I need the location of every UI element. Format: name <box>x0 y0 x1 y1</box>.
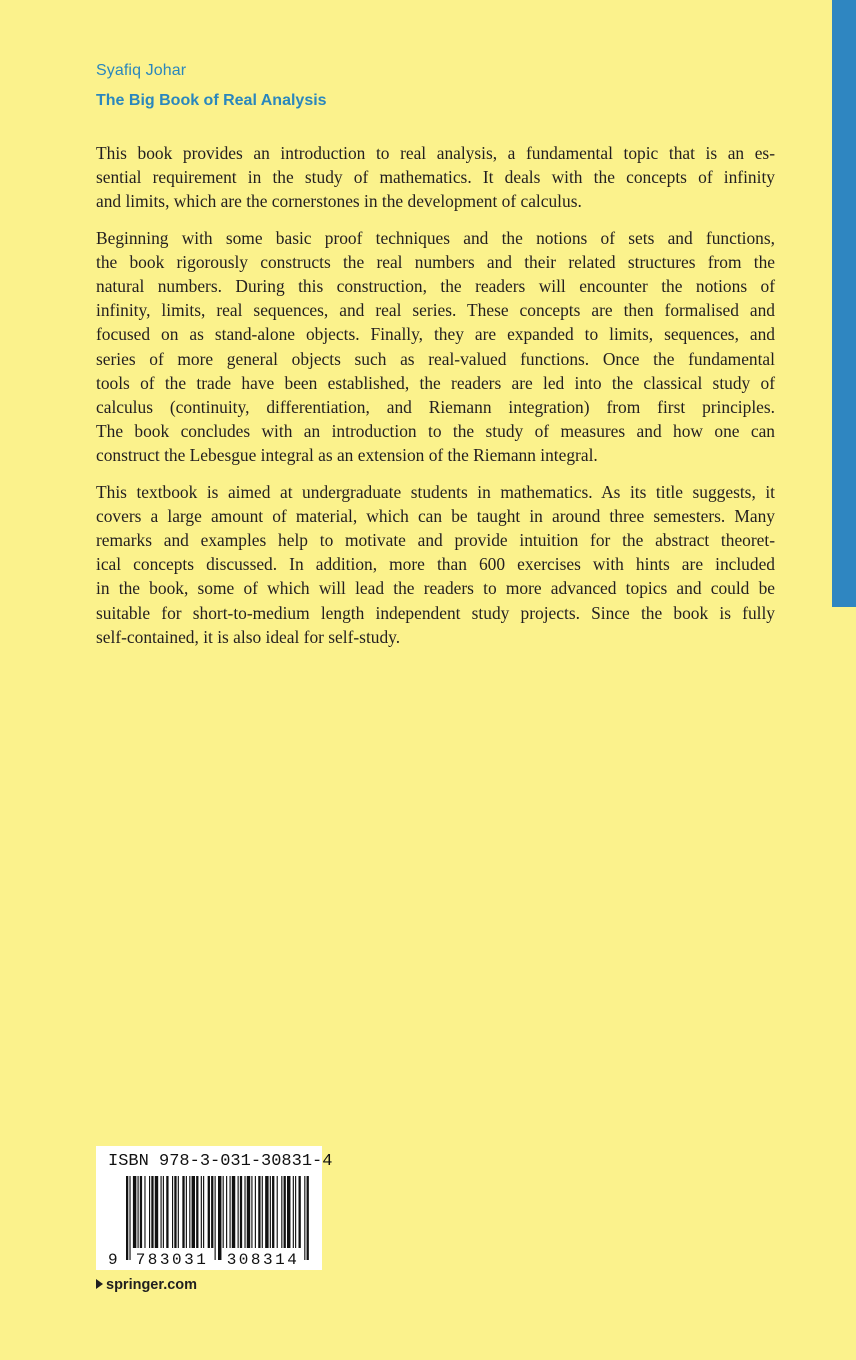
blurb-line: construct the Lebesgue integral as an extension of the Riemann integral. <box>96 445 598 466</box>
publisher-website: springer.com <box>106 1277 198 1293</box>
publisher-link[interactable] <box>96 1277 197 1293</box>
blurb-paragraph <box>96 141 786 214</box>
barcode-bar <box>226 1176 227 1248</box>
barcode-bar <box>208 1176 210 1248</box>
barcode-bar <box>304 1176 305 1260</box>
blurb-line: the book rigorously constructs the real numbers and their related structures from the <box>96 251 775 272</box>
barcode-bar <box>178 1176 179 1248</box>
barcode-bar <box>172 1176 173 1248</box>
isbn-barcode <box>96 1146 333 1270</box>
blurb-line: tools of the trade have been established, the readers are led into the classical study of <box>96 372 775 393</box>
blurb-line: remarks and examples help to motivate and provide intuition for the abstract theoret- <box>96 530 775 551</box>
barcode-bar <box>218 1176 221 1260</box>
blurb-line: This textbook is aimed at undergraduate students in mathematics. As its title suggests, it <box>96 481 775 502</box>
blurb-line: sential requirement in the study of mathematics. It deals with the concepts of infinity <box>96 167 775 188</box>
barcode-bar <box>163 1176 164 1248</box>
barcode-bar <box>238 1176 239 1248</box>
blurb-line: and limits, which are the cornerstones in the development of calculus. <box>96 191 582 212</box>
barcode-bar <box>284 1176 286 1248</box>
barcode-bar <box>215 1176 216 1260</box>
spine-accent-bar <box>832 0 856 607</box>
blurb-line: suitable for short-to-medium length independent study projects. Since the book is fully <box>96 602 775 623</box>
barcode-bar <box>174 1176 176 1248</box>
barcode-bar <box>230 1176 231 1248</box>
author-name: Syafiq Johar <box>96 62 187 79</box>
barcode-bar <box>129 1176 130 1260</box>
barcode-bar <box>262 1176 263 1248</box>
barcode-digits: 9 <box>108 1251 118 1269</box>
barcode-bar <box>232 1176 235 1248</box>
barcode-bar <box>149 1176 150 1248</box>
blurb-line: calculus (continuity, differentiation, and Riemann integration) from first principles. <box>96 397 775 418</box>
barcode-bar <box>287 1176 290 1248</box>
barcode-bar <box>144 1176 145 1248</box>
barcode-bar <box>251 1176 252 1248</box>
blurb-line: Beginning with some basic proof techniques and the notions of sets and functions, <box>96 227 775 248</box>
blurb-line: ical concepts discussed. In addition, more than 600 exercises with hints are included <box>96 554 775 575</box>
blurb-line: focused on as stand-alone objects. Finally, they are expanded to limits, sequences, and <box>96 324 775 345</box>
barcode-bar <box>151 1176 153 1248</box>
barcode-bar <box>182 1176 184 1248</box>
barcode-bar <box>192 1176 195 1248</box>
barcode-bar <box>138 1176 139 1248</box>
blurb-line: self-contained, it is also ideal for self-study. <box>96 626 401 647</box>
barcode-bar <box>255 1176 256 1248</box>
arrow-right-icon <box>96 1279 103 1289</box>
barcode-bar <box>299 1176 301 1248</box>
isbn-label: ISBN 978-3-031-30831-4 <box>108 1152 333 1171</box>
barcode-graphic <box>96 1146 322 1270</box>
barcode-bar <box>272 1176 274 1248</box>
blurb-line: This book provides an introduction to real analysis, a fundamental topic that is an es- <box>96 143 775 163</box>
barcode-bar <box>265 1176 268 1248</box>
barcode-bar <box>244 1176 245 1248</box>
blurb-line: The book concludes with an introduction to the study of measures and how one can <box>96 421 775 442</box>
blurb-paragraph <box>96 480 786 649</box>
barcode-bar <box>133 1176 136 1248</box>
barcode-bar <box>166 1176 168 1248</box>
barcode-bar <box>270 1176 271 1248</box>
book-title: The Big Book of Real Analysis <box>96 92 327 109</box>
barcode-bar <box>186 1176 187 1248</box>
barcode-bar <box>240 1176 242 1248</box>
barcode-bar <box>223 1176 224 1248</box>
barcode-bar <box>307 1176 309 1260</box>
blurb-text <box>96 141 786 661</box>
barcode-bar <box>161 1176 162 1248</box>
blurb-line: natural numbers. During this construction, the readers will encounter the notions of <box>96 276 775 297</box>
barcode-bar <box>155 1176 158 1248</box>
barcode-bar <box>281 1176 282 1248</box>
barcode-digits: 308314 <box>226 1251 300 1269</box>
barcode-bar <box>277 1176 278 1248</box>
barcode-bar <box>203 1176 204 1248</box>
blurb-line: series of more general objects such as real-valued functions. Once the fundamental <box>96 348 775 369</box>
barcode-bar <box>211 1176 213 1248</box>
blurb-line: in the book, some of which will lead the readers to more advanced topics and could be <box>96 578 775 599</box>
blurb-line: covers a large amount of material, which can be taught in around three semesters. Many <box>96 505 775 526</box>
barcode-bar <box>140 1176 142 1248</box>
barcode-bar <box>189 1176 190 1248</box>
barcode-bar <box>247 1176 250 1248</box>
barcode-bar <box>295 1176 296 1248</box>
barcode-bar <box>201 1176 202 1248</box>
blurb-paragraph <box>96 226 786 468</box>
barcode-bar <box>293 1176 294 1248</box>
barcode-bar <box>126 1176 128 1260</box>
barcode-bar <box>196 1176 198 1248</box>
barcode-digits: 783031 <box>135 1251 209 1269</box>
blurb-line: infinity, limits, real sequences, and real series. These concepts are then formalised and <box>96 300 775 321</box>
barcode-bar <box>258 1176 260 1248</box>
